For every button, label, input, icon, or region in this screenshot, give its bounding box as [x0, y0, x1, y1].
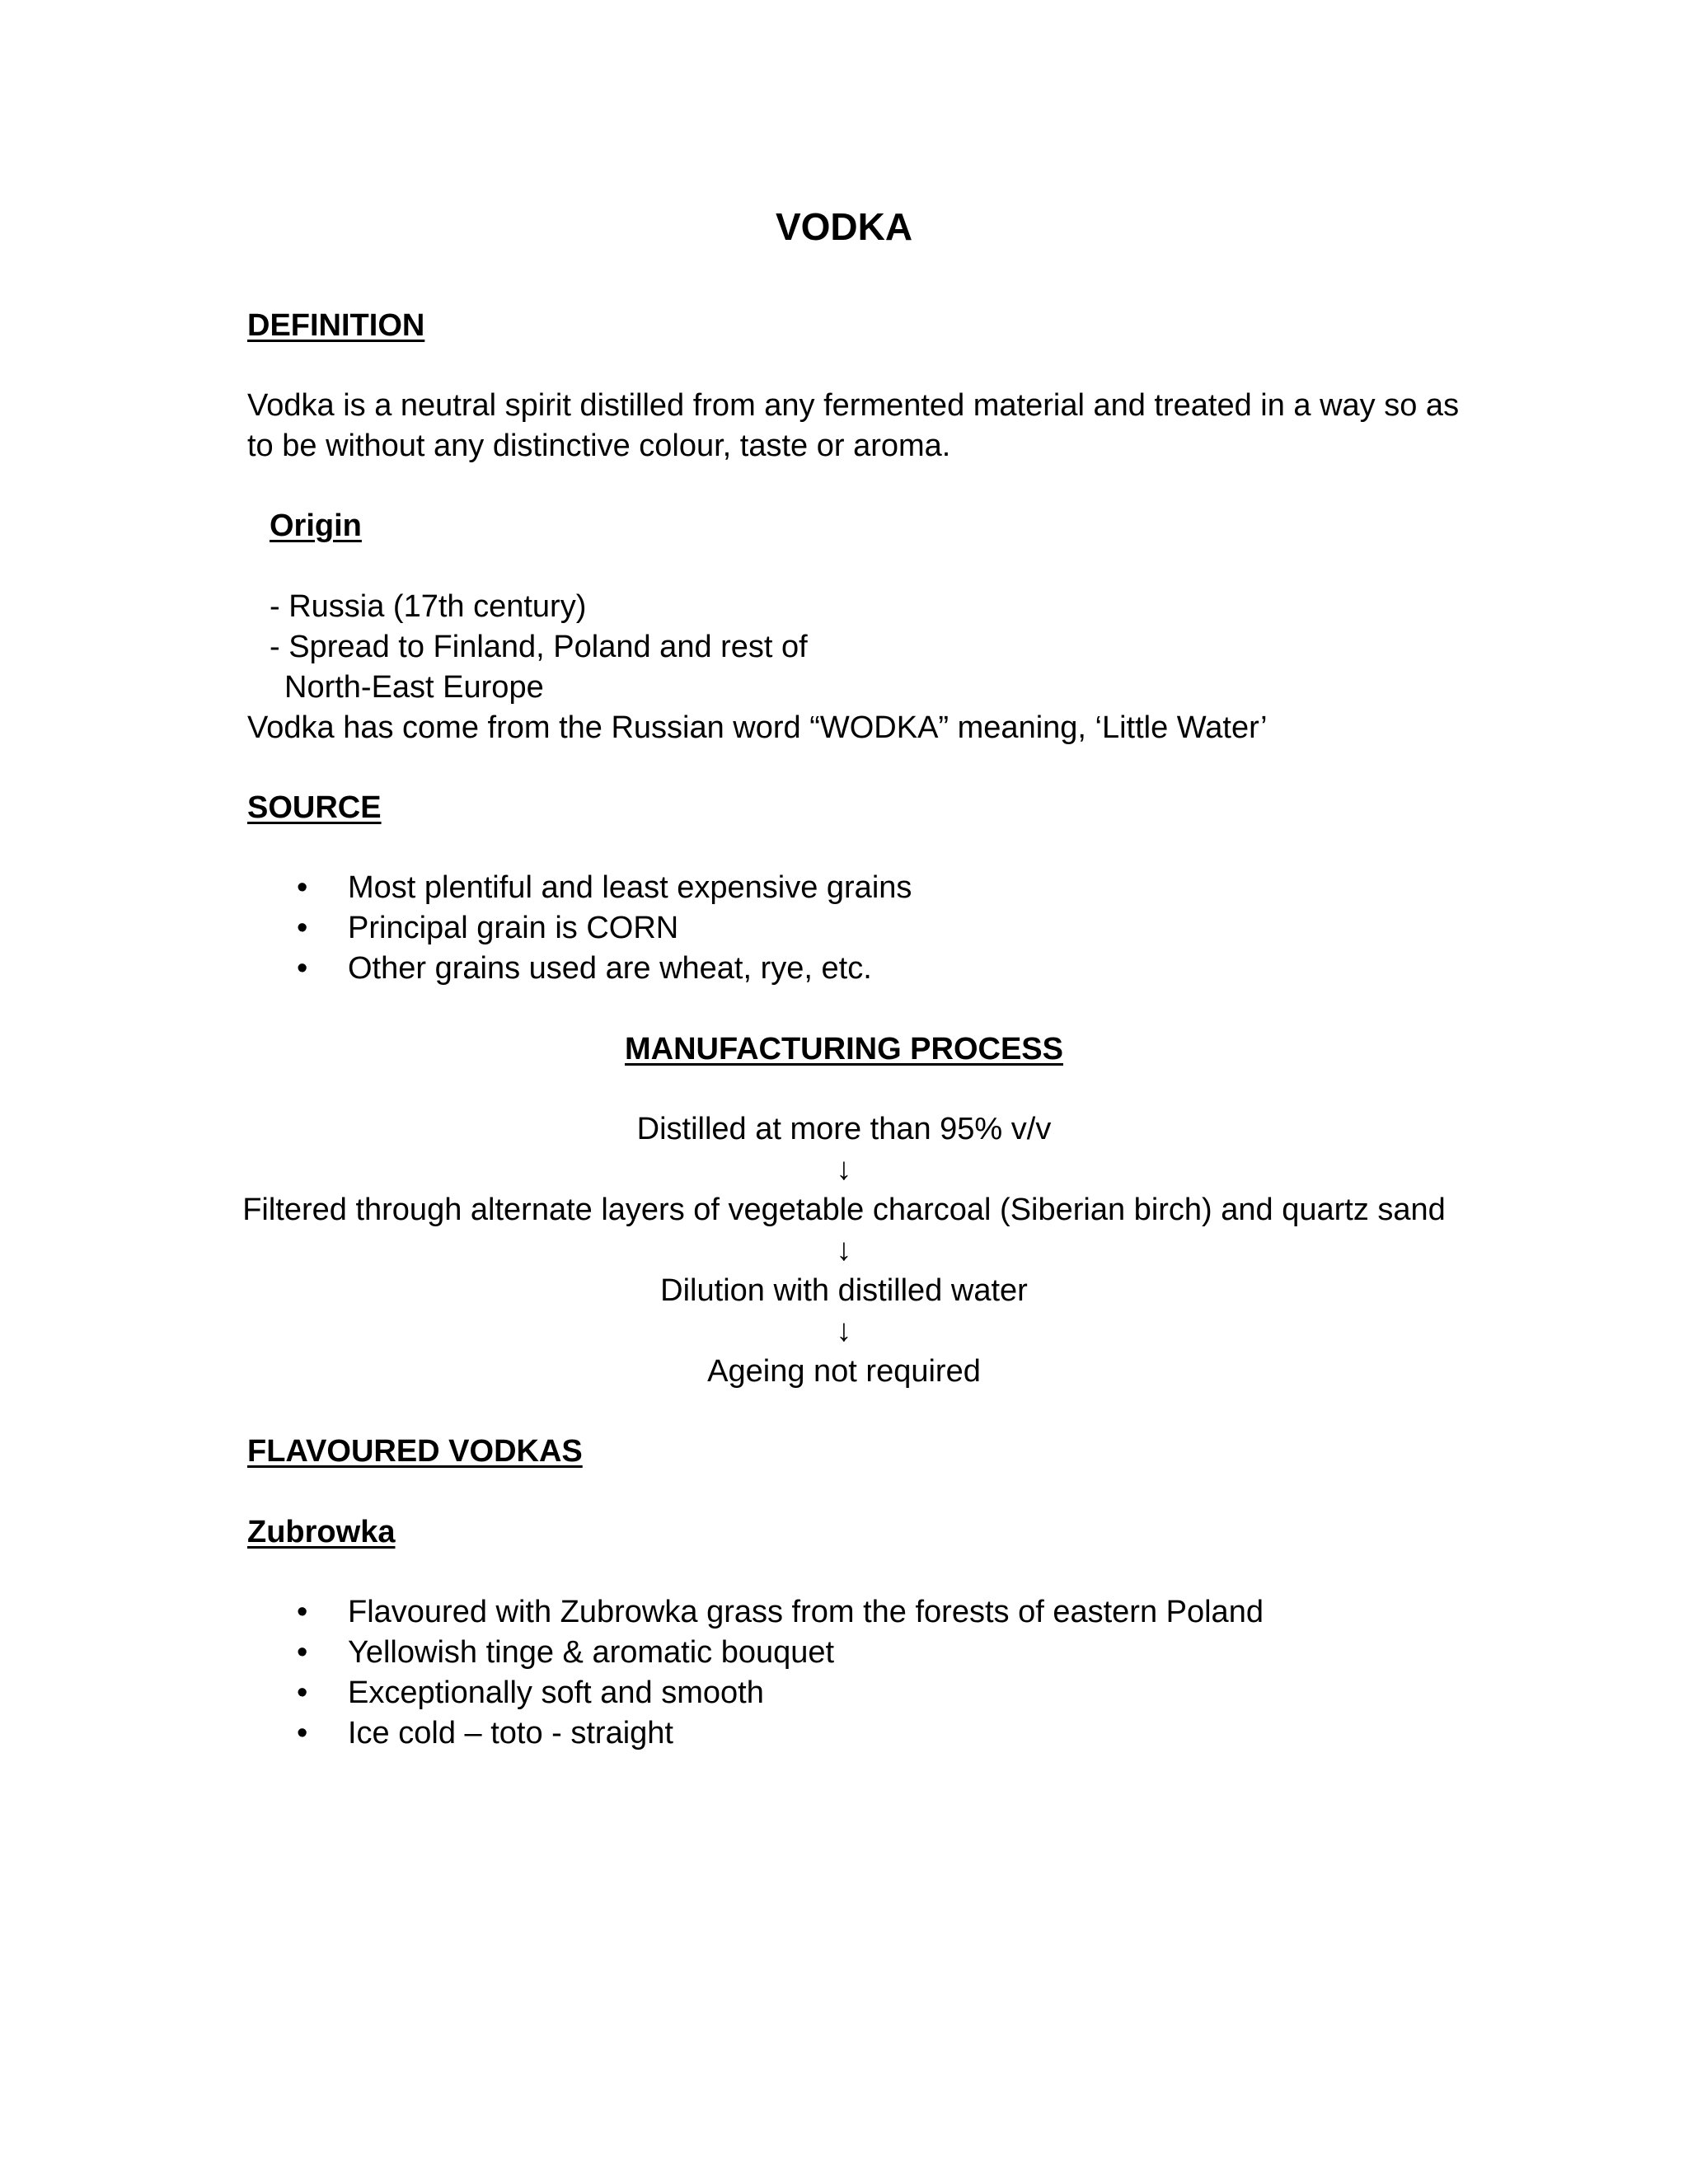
- origin-heading: Origin: [270, 509, 362, 543]
- bullet-icon: •: [297, 911, 308, 945]
- origin-note: Vodka has come from the Russian word “WODKA” meaning, ‘Little Water’: [247, 710, 1268, 745]
- list-item: • Exceptionally soft and smooth: [297, 1673, 1264, 1713]
- bullet-icon: •: [297, 1595, 308, 1629]
- down-arrow-icon: ↓: [836, 1233, 852, 1268]
- list-item: • Yellowish tinge & aromatic bouquet: [297, 1633, 1264, 1673]
- list-item: • Flavoured with Zubrowka grass from the forests of eastern Poland: [297, 1592, 1264, 1633]
- bullet-icon: •: [297, 1675, 308, 1710]
- origin-item-north-east: North-East Europe: [284, 670, 544, 705]
- definition-line-2: to be without any distinctive colour, taste or aroma.: [247, 429, 951, 463]
- process-step-distilled: Distilled at more than 95% v/v: [636, 1112, 1052, 1146]
- bullet-icon: •: [297, 1716, 308, 1750]
- zubrowka-subheading: Zubrowka: [247, 1515, 396, 1549]
- document-title: VODKA: [775, 205, 913, 248]
- list-item: • Principal grain is CORN: [297, 908, 912, 949]
- list-item: • Ice cold – toto - straight: [297, 1713, 1264, 1754]
- flavoured-heading: FLAVOURED VODKAS: [247, 1434, 583, 1469]
- down-arrow-icon: ↓: [836, 1152, 852, 1187]
- source-heading: SOURCE: [247, 790, 382, 825]
- source-list: [297, 868, 912, 989]
- process-step-filtered: Filtered through alternate layers of vegetable charcoal (Siberian birch) and quartz sand: [242, 1193, 1446, 1227]
- definition-line-1: Vodka is a neutral spirit distilled from any fermented material and treated in a way so as: [247, 388, 1460, 423]
- bullet-icon: •: [297, 951, 308, 986]
- zubrowka-list: [297, 1592, 1264, 1754]
- list-item: • Other grains used are wheat, rye, etc.: [297, 949, 912, 989]
- list-item: • Most plentiful and least expensive grains: [297, 868, 912, 908]
- process-step-ageing: Ageing not required: [707, 1354, 981, 1389]
- origin-item-spread: - Spread to Finland, Poland and rest of: [270, 630, 808, 664]
- definition-heading: DEFINITION: [247, 308, 425, 343]
- down-arrow-icon: ↓: [836, 1314, 852, 1348]
- bullet-icon: •: [297, 870, 308, 905]
- origin-item-russia: - Russia (17th century): [270, 589, 587, 624]
- manufacturing-heading: MANUFACTURING PROCESS: [624, 1032, 1064, 1066]
- process-step-dilution: Dilution with distilled water: [660, 1273, 1028, 1308]
- bullet-icon: •: [297, 1635, 308, 1670]
